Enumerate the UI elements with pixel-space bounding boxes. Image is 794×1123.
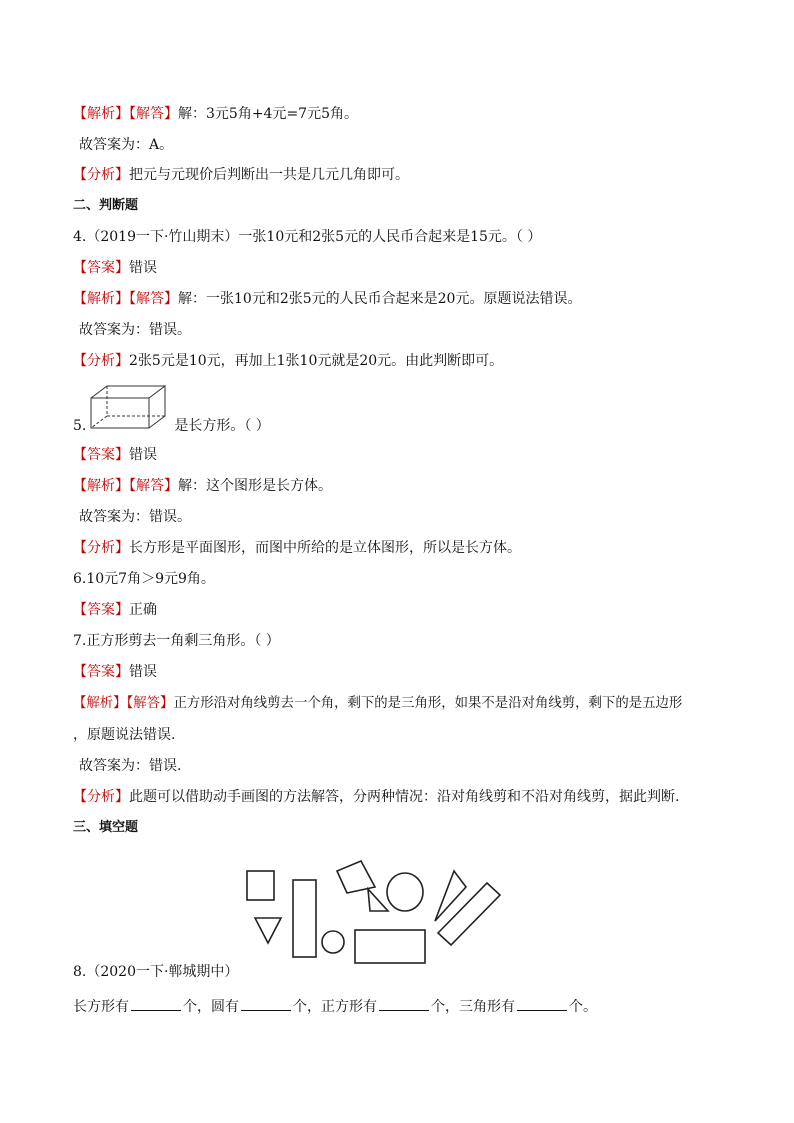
q5-stem-suffix: 是长方形。（ ）	[174, 418, 270, 434]
triangle-shape	[435, 871, 466, 921]
answer-tag: 【答案】	[73, 447, 129, 463]
q4-comment-line	[73, 351, 503, 371]
q4-answer-line	[73, 258, 157, 278]
q4-answer: 错误	[129, 260, 157, 276]
q5-answer: 错误	[129, 447, 157, 463]
q6-stem: 6.10元7角＞9元9角。	[73, 571, 215, 587]
q8-text-4: 个，三角形有	[431, 999, 515, 1015]
q7-answer: 错误	[129, 664, 157, 680]
rectangle-shape	[355, 930, 425, 963]
analysis-tag: 【解析】	[73, 106, 129, 122]
solution-tag: 【解答】	[129, 106, 178, 122]
analysis-tag: 【解析】	[73, 696, 127, 711]
solution-tag: 【解答】	[129, 478, 178, 494]
blank-circle-count[interactable]	[241, 996, 291, 1011]
blank-rectangle-count[interactable]	[131, 996, 181, 1011]
circle-shape	[387, 873, 423, 911]
q7-analysis-line	[73, 694, 682, 714]
q5-number: 5.	[73, 418, 87, 434]
q4-analysis-line	[73, 289, 581, 309]
q7-comment-line	[73, 787, 679, 807]
shapes-figure	[240, 855, 510, 967]
q8-blanks-line	[73, 996, 597, 1017]
q5-analysis-text: 解：这个图形是长方体。	[178, 478, 332, 494]
q3-comment-line	[73, 165, 409, 185]
q7-analysis-text: 正方形沿对角线剪去一个角，剩下的是三角形，如果不是沿对角线剪，剩下的是五边形	[173, 696, 683, 711]
answer-tag: 【答案】	[73, 664, 129, 680]
q5-answer-line	[73, 445, 157, 465]
q5-comment-line	[73, 538, 521, 558]
blank-triangle-count[interactable]	[517, 996, 567, 1011]
q4-comment-text: 2张5元是10元，再加上1张10元就是20元。由此判断即可。	[129, 353, 504, 369]
q4-analysis-text: 解：一张10元和2张5元的人民币合起来是20元。原题说法错误。	[178, 291, 582, 307]
triangle-shape	[255, 918, 281, 943]
solution-tag: 【解答】	[126, 696, 174, 711]
comment-tag: 【分析】	[73, 353, 129, 369]
q7-stem: 7.正方形剪去一角剩三角形。（ ）	[73, 633, 280, 649]
q4-stem: 4.（2019一下·竹山期末）一张10元和2张5元的人民币合起来是15元。（ ）	[73, 229, 542, 245]
rectangle-shape	[438, 883, 500, 945]
circle-shape	[322, 931, 344, 953]
q8-text-1: 长方形有	[73, 999, 129, 1015]
comment-tag: 【分析】	[73, 540, 129, 556]
q5-conclusion: 故答案为：错误。	[79, 509, 191, 525]
triangle-shape	[368, 889, 388, 911]
answer-tag: 【答案】	[73, 602, 129, 618]
q5-comment-text: 长方形是平面图形，而图中所给的是立体图形，所以是长方体。	[129, 540, 521, 556]
comment-tag: 【分析】	[73, 167, 129, 183]
analysis-tag: 【解析】	[73, 478, 129, 494]
blank-square-count[interactable]	[379, 996, 429, 1011]
square-shape	[337, 861, 375, 893]
solution-tag: 【解答】	[129, 291, 178, 307]
q7-analysis-text-cont: ，原题说法错误.	[73, 727, 176, 743]
q7-conclusion: 故答案为：错误.	[79, 758, 182, 774]
q8-text-3: 个，正方形有	[293, 999, 377, 1015]
q6-answer-line	[73, 600, 157, 620]
section-title-fill-blank: 三、填空题	[73, 820, 139, 835]
q7-comment-text: 此题可以借助动手画图的方法解答，分两种情况：沿对角线剪和不沿对角线剪，据此判断.	[129, 789, 680, 805]
q3-analysis-line	[73, 104, 358, 124]
q8-stem: 8.（2020一下·郸城期中）	[73, 964, 239, 980]
rectangle-shape	[293, 880, 316, 957]
q8-text-5: 个。	[569, 999, 597, 1015]
square-shape	[247, 871, 274, 900]
q3-conclusion: 故答案为：A。	[79, 137, 174, 153]
q3-comment-text: 把元与元现价后判断出一共是几元几角即可。	[129, 167, 409, 183]
comment-tag: 【分析】	[73, 789, 129, 805]
q8-text-2: 个，圆有	[183, 999, 239, 1015]
q3-analysis-text: 解：3元5角+4元=7元5角。	[178, 106, 358, 122]
q4-conclusion: 故答案为：错误。	[79, 322, 191, 338]
section-title-judgement: 二、判断题	[73, 198, 139, 213]
analysis-tag: 【解析】	[73, 291, 129, 307]
q6-answer: 正确	[129, 602, 157, 618]
q7-answer-line	[73, 662, 157, 682]
answer-tag: 【答案】	[73, 260, 129, 276]
q5-analysis-line	[73, 476, 332, 496]
q5-stem	[73, 416, 270, 436]
